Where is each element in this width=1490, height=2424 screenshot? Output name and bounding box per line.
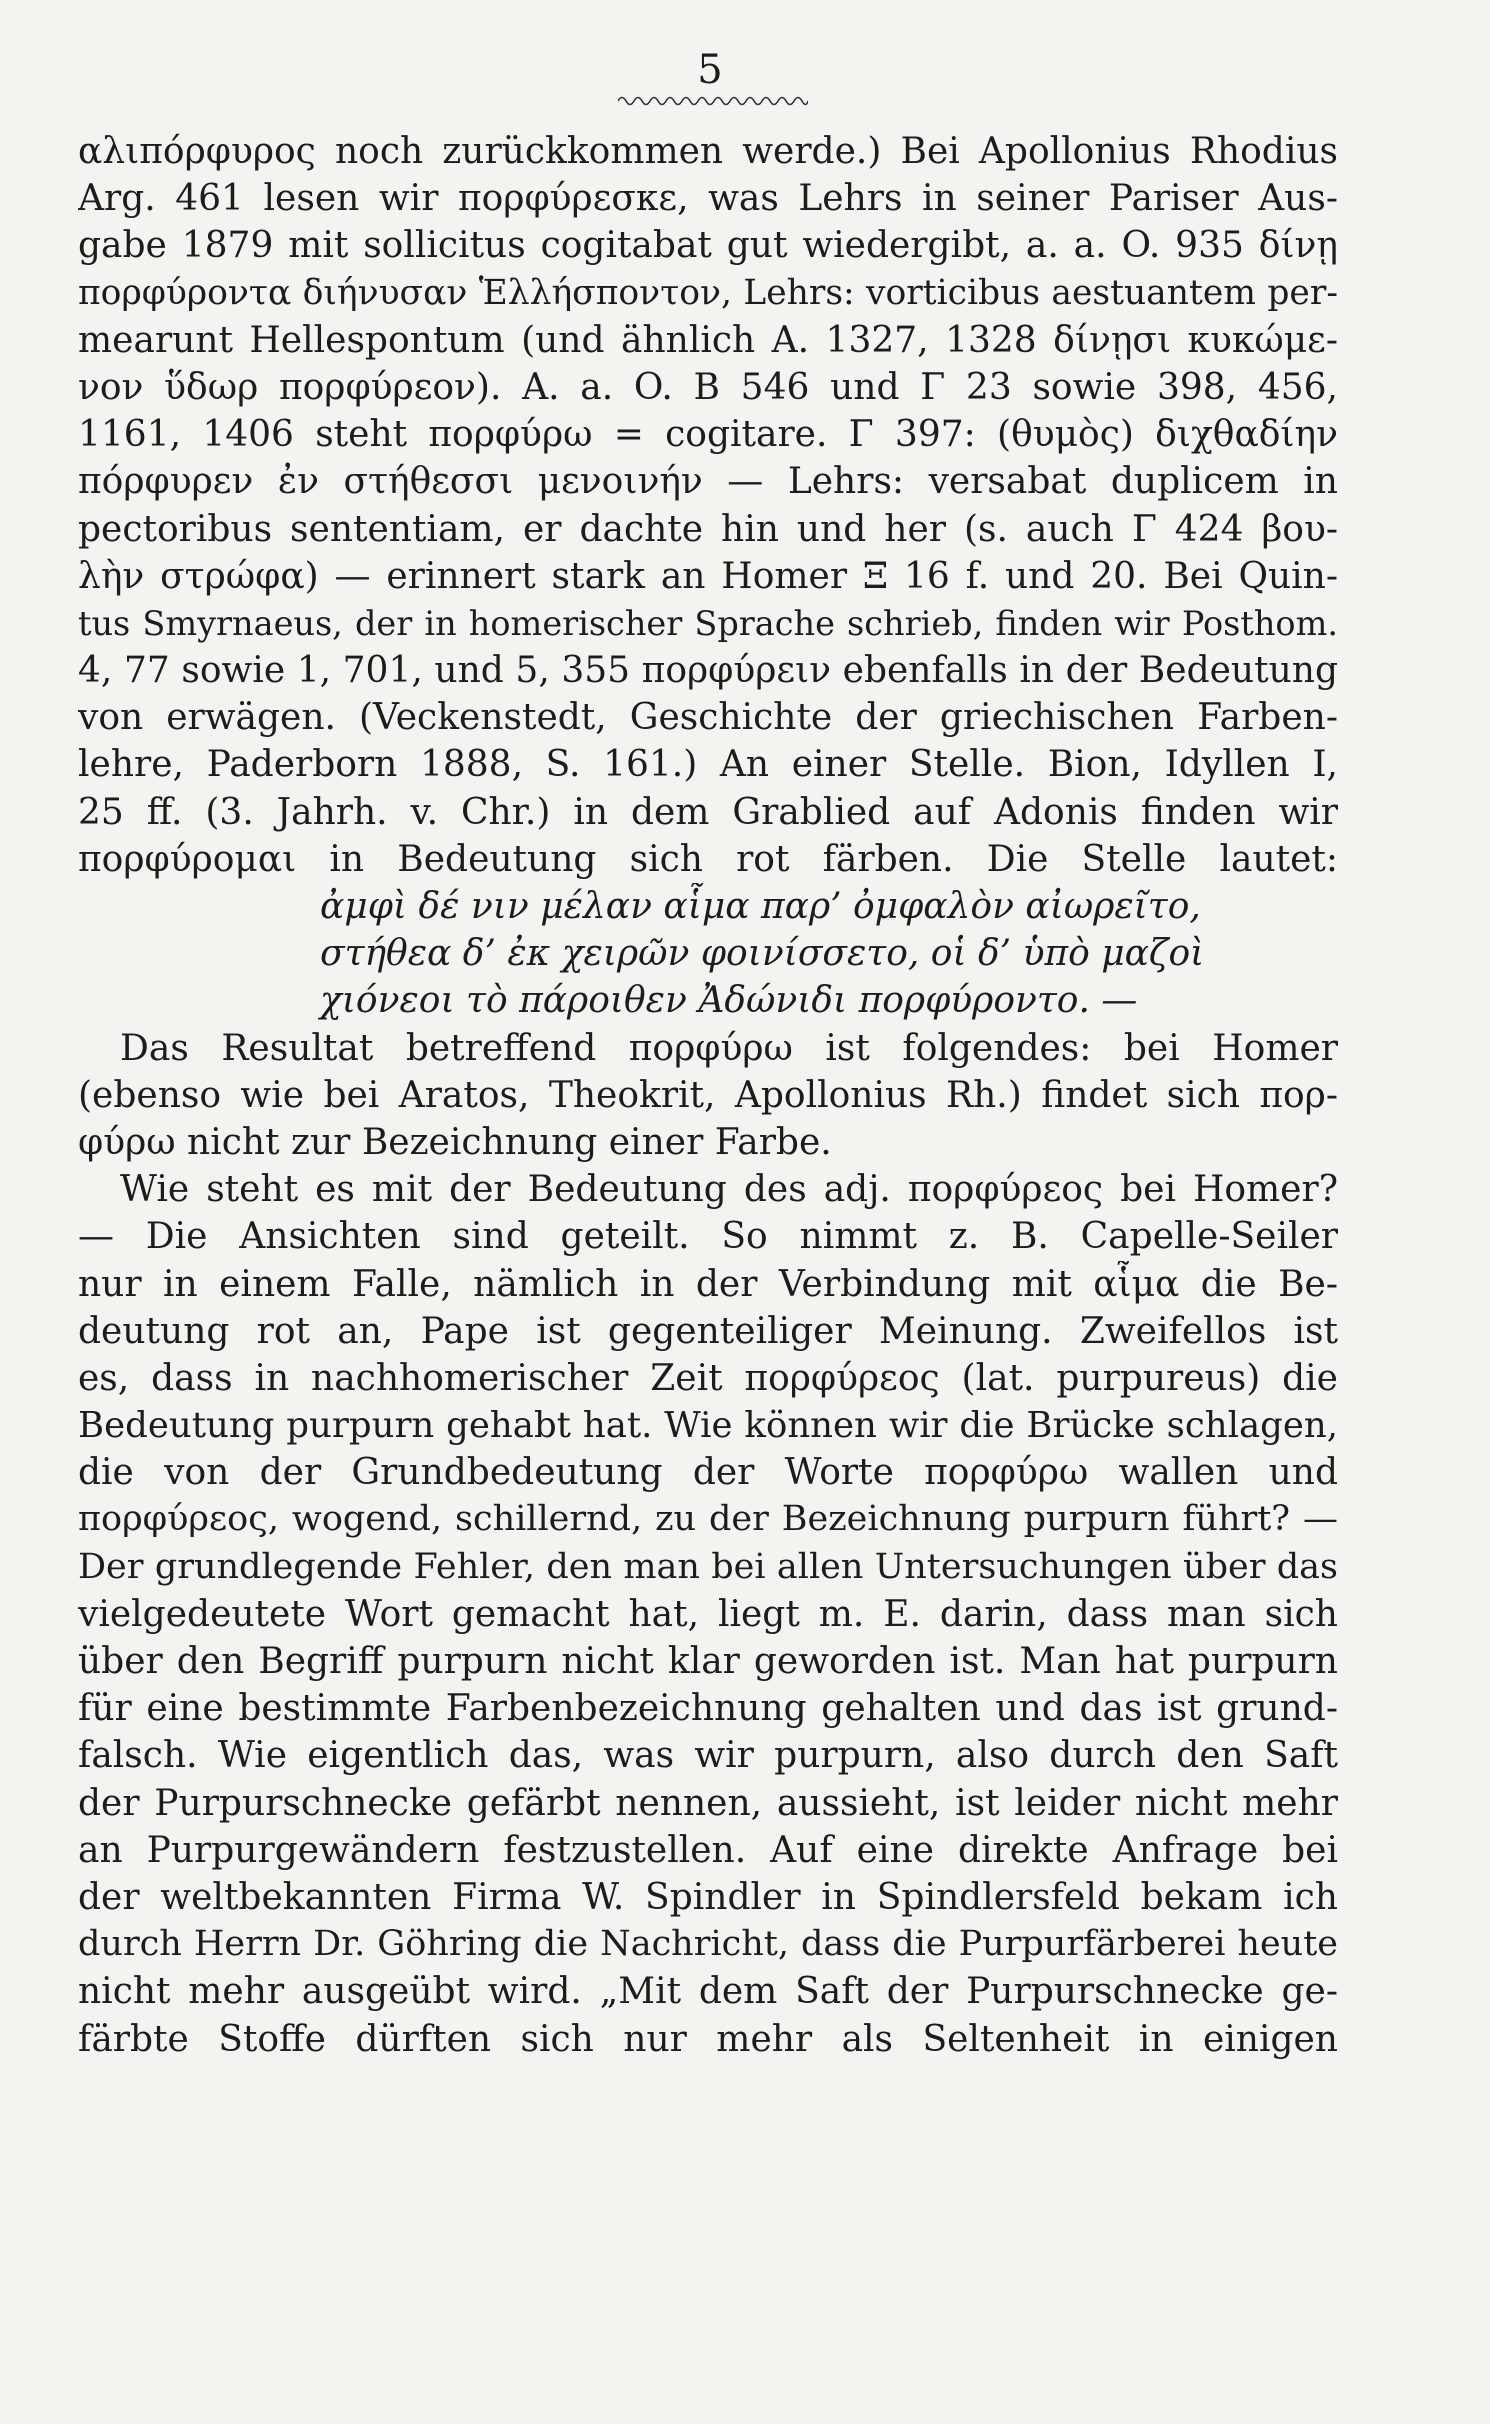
text-line: Der grundlegende Fehler, den man bei allen Untersuchungen über das xyxy=(78,1546,1338,1587)
text-line: πορφύρομαι in Bedeutung sich rot färben. Die Stelle lautet: xyxy=(78,838,1338,880)
text-line: falsch. Wie eigentlich das, was wir purpurn, also durch den Saft xyxy=(78,1735,1338,1777)
text-line: vielgedeutete Wort gemacht hat, liegt m. E. darin, dass man sich xyxy=(78,1593,1338,1635)
text-line: von erwägen. (Veckenstedt, Geschichte der griechischen Farben- xyxy=(78,697,1338,739)
text-line: nur in einem Falle, nämlich in der Verbindung mit αἷμα die Be- xyxy=(78,1263,1338,1305)
text-line: deutung rot an, Pape ist gegenteiliger Meinung. Zweifellos ist xyxy=(78,1310,1338,1352)
text-line: 1161, 1406 steht πορφύρω = cogitare. Γ 397: (θυμὸς) διχθαδίην xyxy=(78,414,1338,456)
text-line: πορφύροντα διήνυσαν Ἑλλήσποντον, Lehrs: vorticibus aestuantem per- xyxy=(78,272,1338,313)
text-line: nicht mehr ausgeübt wird. „Mit dem Saft der Purpurschnecke ge- xyxy=(78,1971,1338,2013)
text-line: der weltbekannten Firma W. Spindler in Spindlersfeld bekam ich xyxy=(78,1876,1338,1918)
text-line: 25 ff. (3. Jahrh. v. Chr.) in dem Grablied auf Adonis finden wir xyxy=(78,791,1338,833)
greek-quote-line: χιόνεοι τὸ πάροιθεν Ἀδώνιδι πορφύροντο. — xyxy=(320,980,1138,1022)
text-line: durch Herrn Dr. Göhring die Nachricht, dass die Purpurfärberei heute xyxy=(78,1924,1338,1965)
text-line: Bedeutung purpurn gehabt hat. Wie können wir die Brücke schlagen, xyxy=(78,1405,1338,1447)
page-number: 5 xyxy=(697,47,723,93)
text-line: der Purpurschnecke gefärbt nennen, aussieht, ist leider nicht mehr xyxy=(78,1782,1338,1824)
text-line: färbte Stoffe dürften sich nur mehr als Seltenheit in einigen xyxy=(78,2018,1338,2060)
greek-quote-line: ἀμφὶ δέ νιν μέλαν αἷμα παρ’ ὀμφαλὸν αἰωρεῖτο, xyxy=(320,886,1201,927)
body-text xyxy=(78,128,1338,2063)
text-line: πορφύρεος, wogend, schillernd, zu der Bezeichnung purpurn führt? — xyxy=(78,1499,1338,1540)
text-line: (ebenso wie bei Aratos, Theokrit, Apollonius Rh.) findet sich πορ- xyxy=(78,1074,1338,1116)
text-line: lehre, Paderborn 1888, S. 161.) An einer Stelle. Bion, Idyllen I, xyxy=(78,744,1338,786)
text-line: 4, 77 sowie 1, 701, und 5, 355 πορφύρειν ebenfalls in der Bedeutung xyxy=(78,650,1338,692)
text-line: — Die Ansichten sind geteilt. So nimmt z. B. Capelle-Seiler xyxy=(78,1216,1338,1258)
text-line: über den Begriff purpurn nicht klar geworden ist. Man hat purpurn xyxy=(78,1641,1338,1682)
paragraph-start-line: Das Resultat betreffend πορφύρω ist folgendes: bei Homer xyxy=(120,1027,1338,1069)
paragraph-end-line: φύρω nicht zur Bezeichnung einer Farbe. xyxy=(78,1121,832,1163)
text-line: λὴν στρώφα) — erinnert stark an Homer Ξ 16 f. und 20. Bei Quin- xyxy=(78,555,1338,597)
text-line: πόρφυρεν ἐν στήθεσσι μενοινήν — Lehrs: versabat duplicem in xyxy=(78,461,1338,503)
paragraph-start-line: Wie steht es mit der Bedeutung des adj. πορφύρεος bei Homer? xyxy=(120,1169,1338,1211)
text-line: die von der Grundbedeutung der Worte πορφύρω wallen und xyxy=(78,1452,1338,1494)
text-line: νον ὕδωρ πορφύρεον). A. a. O. B 546 und Γ 23 sowie 398, 456, xyxy=(78,366,1338,408)
text-line: mearunt Hellespontum (und ähnlich A. 1327, 1328 δίνῃσι κυκώμε- xyxy=(78,319,1338,361)
text-line: pectoribus sententiam, er dachte hin und her (s. auch Γ 424 βου- xyxy=(78,508,1338,550)
text-line: für eine bestimmte Farbenbezeichnung gehalten und das ist grund- xyxy=(78,1688,1338,1730)
text-line: tus Smyrnaeus, der in homerischer Sprache schrieb, finden wir Posthom. xyxy=(78,603,1338,643)
text-line: es, dass in nachhomerischer Zeit πορφύρεος (lat. purpureus) die xyxy=(78,1357,1338,1399)
text-line: Arg. 461 lesen wir πορφύρεσκε, was Lehrs in seiner Pariser Aus- xyxy=(78,178,1338,220)
wavy-rule-ornament xyxy=(618,92,808,110)
text-line: αλιπόρφυρος noch zurückkommen werde.) Bei Apollonius Rhodius xyxy=(78,131,1338,172)
text-line: an Purpurgewändern festzustellen. Auf eine direkte Anfrage bei xyxy=(78,1829,1338,1871)
greek-quote-line: στήθεα δ’ ἐκ χειρῶν φοινίσσετο, οἱ δ’ ὑπὸ μαζοὶ xyxy=(320,933,1205,975)
text-line: gabe 1879 mit sollicitus cogitabat gut wiedergibt, a. a. O. 935 δίνῃ xyxy=(78,225,1338,267)
